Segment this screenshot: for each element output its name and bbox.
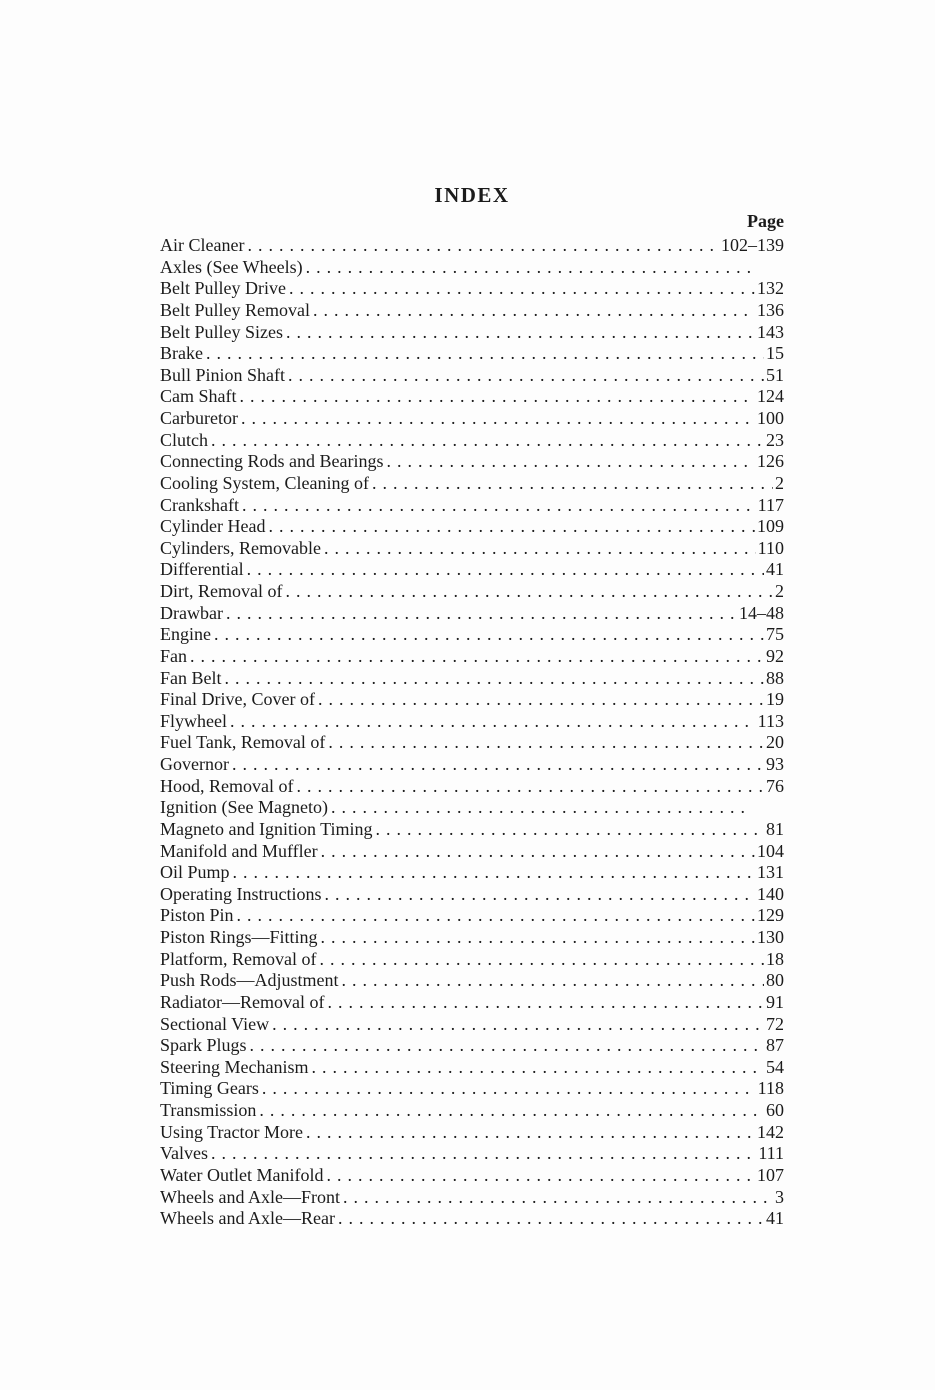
index-entry-row [160,1122,784,1144]
index-entry-label: Cam Shaft [160,386,237,407]
dot-leader [190,646,764,668]
index-entry-label: Cooling System, Cleaning of [160,472,369,493]
dot-leader [225,668,765,690]
dot-leader [311,1057,764,1079]
index-entry-row [160,797,784,819]
index-entry-label: Manifold and Muffler [160,840,318,861]
index-entry-label: Crankshaft [160,494,239,515]
index-entry-label: Water Outlet Manifold [160,1164,324,1185]
index-entry-label: Using Tractor More [160,1121,303,1142]
index-entry-row [160,408,784,430]
dot-leader [338,1208,764,1230]
dot-leader [343,1187,773,1209]
index-entry-row [160,819,784,841]
dot-leader [376,819,764,841]
index-entry-label: Axles (See Wheels) [160,256,303,277]
dot-leader [268,516,755,538]
index-entry-row [160,559,784,581]
dot-leader [321,927,755,949]
dot-leader [313,300,755,322]
index-entry-label: Transmission [160,1100,257,1120]
index-entry-label: Belt Pulley Removal [160,299,310,320]
index-entry-row [160,603,784,625]
index-entry-label: Hood, Removal of [160,775,294,796]
index-entry-label: Belt Pulley Sizes [160,321,283,342]
index-entry-label: Piston Rings—Fitting [160,927,318,947]
index-entry-page: 41 [766,1208,784,1229]
index-entry-page: 20 [766,732,784,753]
index-entry-label: Ignition (See Magneto) [160,797,328,818]
index-entry-page: 18 [766,948,784,969]
dot-leader [250,1035,764,1057]
index-entry-page: 19 [766,689,784,710]
index-entry-row [160,927,784,949]
index-entry-row [160,1208,784,1230]
dot-leader [321,841,755,863]
index-entry-row [160,1187,784,1209]
dot-leader [241,408,755,430]
index-entry-label: Brake [160,343,203,364]
index-entry-label: Wheels and Axle—Rear [160,1208,335,1229]
index-entry-row [160,1057,784,1079]
index-entry-page: 113 [757,710,784,731]
dot-leader [240,386,756,408]
index-entry-row [160,624,784,646]
dot-leader [237,905,755,927]
index-entry-label: Cylinders, Removable [160,537,321,558]
index-entry-row [160,1014,784,1036]
dot-leader [331,797,752,819]
index-entry-label: Clutch [160,429,208,450]
dot-leader [296,776,764,798]
dot-leader [242,495,756,517]
dot-leader [232,754,764,776]
index-entry-row [160,689,784,711]
index-entry-label: Wheels and Axle—Front [160,1186,340,1207]
page-title: INDEX [434,183,510,207]
dot-leader [233,862,755,884]
index-entry-page: 81 [766,818,784,839]
index-entry-row [160,732,784,754]
index-entry-page: 93 [766,754,784,774]
index-entry-row [160,884,784,906]
index-entry-label: Connecting Rods and Bearings [160,451,384,472]
index-entry-row [160,992,784,1014]
dot-leader [319,949,764,971]
index-entry-page: 110 [757,537,784,558]
index-entry-row [160,668,784,690]
index-entry-page: 60 [766,1100,784,1120]
index-entry-label: Flywheel [160,710,227,731]
index-entry-page: 100 [757,408,784,428]
dot-leader [211,430,764,452]
index-entry-page: 72 [766,1013,784,1034]
index-entry-row [160,343,784,365]
index-entry-label: Steering Mechanism [160,1056,309,1077]
index-entry-page: 3 [775,1186,784,1207]
index-entry-page: 129 [757,905,784,926]
index-entry-page: 102–139 [721,235,784,255]
index-entry-label: Air Cleaner [160,235,245,255]
dot-leader [247,559,764,581]
index-entry-label: Spark Plugs [160,1035,247,1056]
dot-leader [324,538,756,560]
index-entry-row [160,646,784,668]
index-entry-label: Fan Belt [160,667,222,688]
index-entry-label: Operating Instructions [160,883,322,904]
index-entry-label: Differential [160,559,244,580]
index-entry-page: 76 [766,775,784,796]
index-entry-page: 111 [758,1143,784,1164]
index-entry-row [160,386,784,408]
index-entry-label: Piston Pin [160,905,234,926]
index-entry-page: 126 [757,451,784,472]
index-entry-row [160,949,784,971]
index-entry-label: Platform, Removal of [160,948,317,969]
index-entry-label: Bull Pinion Shaft [160,364,286,385]
index-entry-label: Drawbar [160,602,223,623]
index-entry-row [160,365,784,387]
index-entry-row [160,516,784,538]
index-entry-page: 130 [757,927,784,947]
index-entry-label: Cylinder Head [160,516,266,537]
page-column-header: Page [747,211,784,231]
index-entry-page: 75 [766,624,784,645]
dot-leader [272,1014,764,1036]
dot-leader [206,343,764,365]
index-entry-page: 107 [757,1164,784,1185]
dot-leader [386,451,755,473]
dot-leader [324,884,755,906]
index-entry-row [160,1143,784,1165]
dot-leader [306,1122,755,1144]
index-entry-page: 131 [757,862,784,883]
index-entry-row [160,1165,784,1187]
index-entry-row [160,905,784,927]
index-entry-label: Dirt, Removal of [160,581,283,601]
index-entry-row [160,1035,784,1057]
index-entry-page: 23 [766,429,784,450]
index-list [160,235,784,1230]
dot-leader [214,624,764,646]
index-entry-row [160,451,784,473]
index-entry-page: 41 [766,559,784,580]
dot-leader [327,1165,755,1187]
index-entry-page: 14–48 [739,602,784,623]
index-entry-row [160,776,784,798]
dot-leader [286,322,755,344]
index-entry-label: Final Drive, Cover of [160,689,315,710]
dot-leader [259,1100,764,1122]
index-entry-row [160,235,784,257]
index-entry-label: Magneto and Ignition Timing [160,818,373,839]
index-entry-label: Carburetor [160,408,238,428]
index-entry-row [160,278,784,300]
index-entry-page: 87 [766,1035,784,1056]
index-entry-row [160,430,784,452]
index-entry-page: 88 [766,667,784,688]
index-entry-label: Governor [160,754,229,774]
index-entry-row [160,322,784,344]
index-entry-page: 142 [757,1121,784,1142]
index-entry-page: 92 [766,645,784,666]
index-entry-row [160,581,784,603]
index-entry-label: Sectional View [160,1013,270,1034]
index-entry-row [160,300,784,322]
index-entry-page: 2 [775,472,784,493]
dot-leader [226,603,737,625]
index-entry-page: 136 [757,299,784,320]
index-entry-page: 51 [766,364,784,385]
index-entry-row [160,538,784,560]
index-entry-page: 91 [766,991,784,1012]
index-entry-row [160,473,784,495]
dot-leader [342,970,764,992]
index-entry-label: Fuel Tank, Removal of [160,732,326,753]
index-entry-page: 104 [757,840,784,861]
index-entry-label: Radiator—Removal of [160,991,325,1012]
dot-leader [318,689,764,711]
index-entry-page: 140 [757,883,784,904]
dot-leader [328,732,764,754]
dot-leader [247,235,719,257]
dot-leader [372,473,773,495]
index-entry-row [160,754,784,776]
index-entry-row [160,970,784,992]
index-entry-row [160,841,784,863]
index-entry-page: 80 [766,970,784,991]
index-entry-label: Valves [160,1143,208,1164]
index-entry-label: Oil Pump [160,862,230,883]
index-entry-page: 109 [757,516,784,537]
index-entry-row [160,862,784,884]
dot-leader [327,992,764,1014]
index-entry-row [160,1078,784,1100]
dot-leader [306,257,752,279]
index-entry-page: 2 [775,581,784,601]
dot-leader [285,581,773,603]
index-entry-row [160,257,784,279]
dot-leader [289,278,755,300]
index-entry-page: 54 [766,1056,784,1077]
index-content [160,183,784,1230]
dot-leader [262,1078,756,1100]
dot-leader [288,365,764,387]
index-entry-page: 132 [757,278,784,299]
index-entry-label: Timing Gears [160,1078,259,1099]
index-entry-page: 117 [757,494,784,515]
index-entry-row [160,495,784,517]
dot-leader [230,711,756,733]
index-entry-label: Push Rods—Adjustment [160,970,339,991]
index-entry-page: 15 [766,343,784,364]
index-entry-page: 118 [757,1078,784,1099]
index-entry-label: Engine [160,624,211,645]
index-entry-page: 124 [757,386,784,407]
dot-leader [211,1143,756,1165]
index-entry-page: 143 [757,321,784,342]
index-entry-row [160,1100,784,1122]
index-entry-row [160,711,784,733]
index-entry-label: Fan [160,645,187,666]
index-entry-label: Belt Pulley Drive [160,278,286,299]
